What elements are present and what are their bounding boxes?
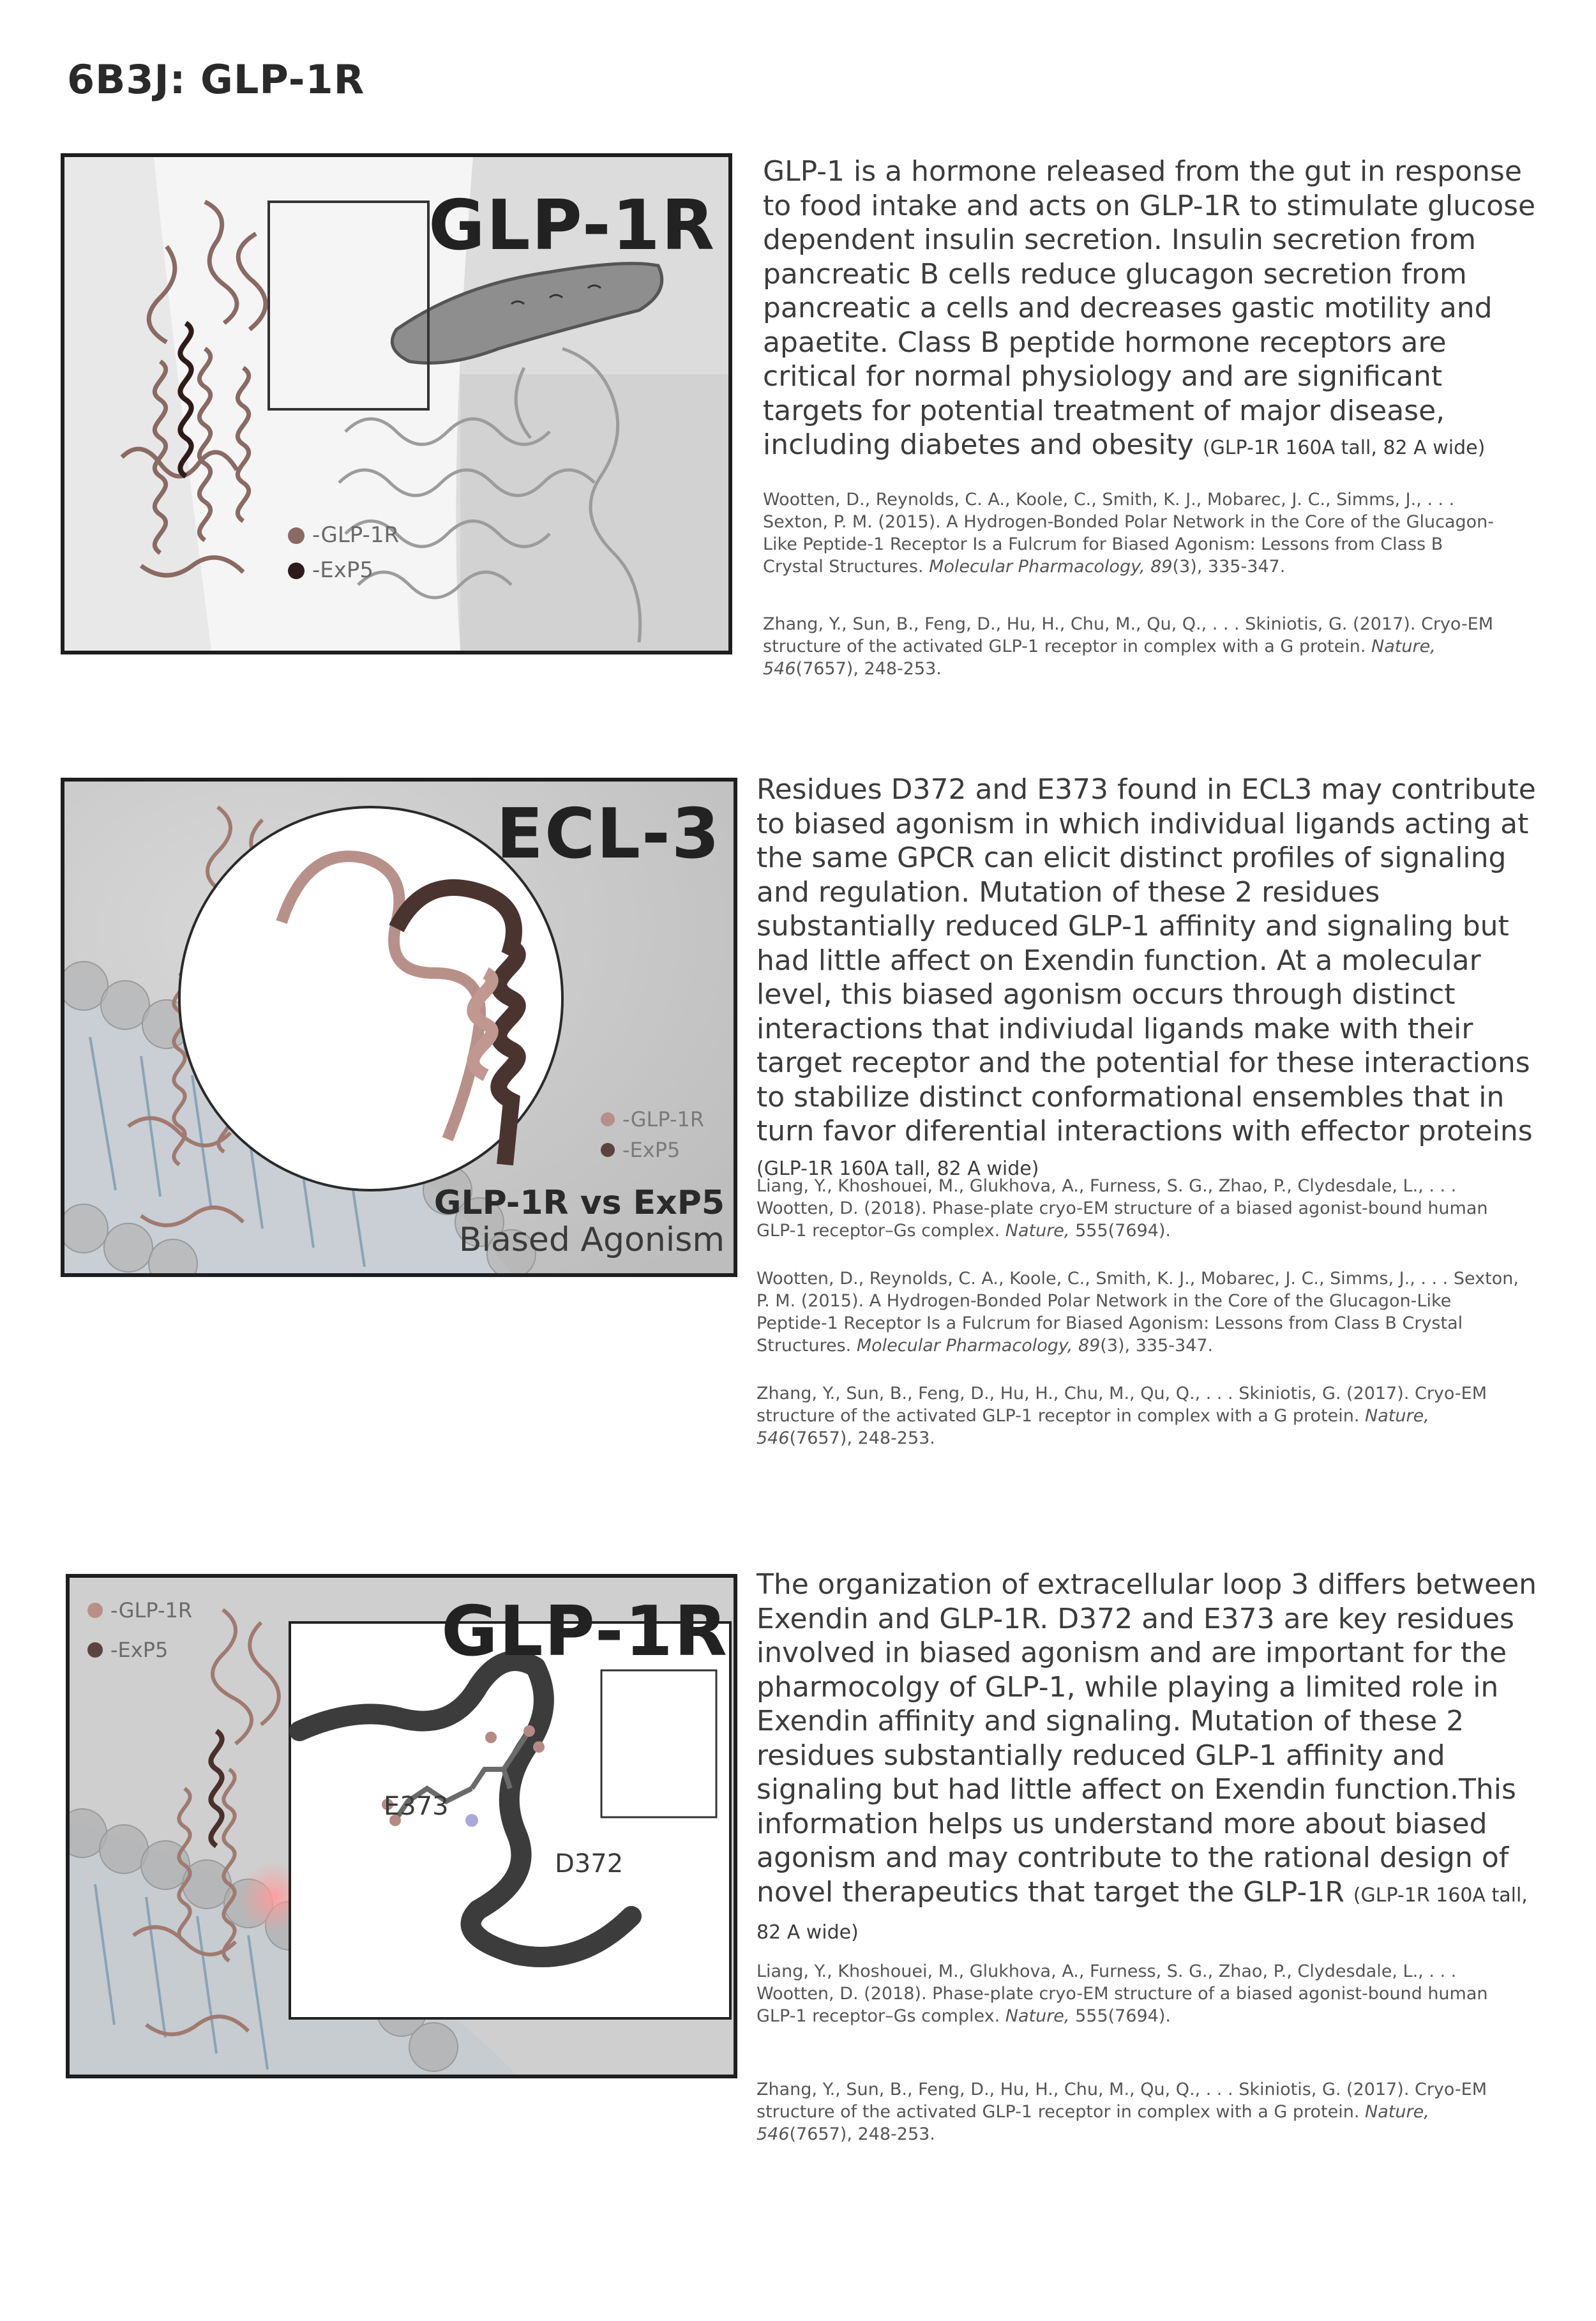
legend-item-glp1r	[288, 518, 399, 553]
exp5-dot-icon	[601, 1143, 615, 1157]
reference: Zhang, Y., Sun, B., Feng, D., Hu, H., Chu, M., Qu, Q., . . . Skiniotis, G. (2017). Cryo-EM structure of the activated GLP-1 receptor in complex with a G protein. Nature, 546(7657), 248-253.	[757, 1384, 1487, 1448]
legend-label: -ExP5	[312, 557, 374, 583]
legend-item-exp5	[87, 1630, 192, 1670]
caption-light: Biased Agonism	[458, 1221, 725, 1259]
residue-label-e373: E373	[384, 1792, 449, 1821]
section-2-paragraph	[757, 773, 1548, 1186]
legend-item-glp1r	[87, 1591, 192, 1630]
reference: Wootten, D., Reynolds, C. A., Koole, C., Smith, K. J., Mobarec, J. C., Simms, J., . . . Sexton, P. M. (2015). A Hydrogen-Bonded Polar Network in the Core of the Glucagon-Like Peptide-1 Receptor Is a Fulcrum for Biased Agonism: Lessons from Class B Crystal Structures. Molecular Pharmacology, 89(3), 335-347.	[757, 1269, 1519, 1356]
legend-label: -ExP5	[622, 1138, 681, 1162]
section-3-paragraph	[757, 1568, 1542, 1950]
paragraph-text: Residues D372 and E373 found in ECL3 may contribute to biased agonism in which individual ligands acting at the same GPCR can elicit distinct profiles of signaling and regulation. Mutation of these 2 residues substantially reduced GLP-1 affinity and signaling but had little affect on Exendin function. At a molecular level, this biased agonism occurs through distinct interactions that indiviudal ligands make with their target receptor and the potential for these interactions to stabilize distinct conformational ensembles that in turn favor diferential interactions with effector proteins	[757, 773, 1536, 1147]
legend-item-exp5	[601, 1135, 704, 1165]
legend-item-exp5	[288, 553, 399, 588]
reference: Liang, Y., Khoshouei, M., Glukhova, A., Furness, S. G., Zhao, P., Clydesdale, L., . . . Wootten, D. (2018). Phase-plate cryo-EM structure of a biased agonist-bound human GLP-1 receptor–Gs complex. Nature, 555(7694).	[757, 1176, 1488, 1241]
panel-1-legend	[288, 518, 399, 588]
paragraph-text: GLP-1 is a hormone released from the gut in response to food intake and acts on GLP-1R to stimulate glucose dependent insulin secretion. Insulin secretion from pancreatic B cells reduce glucagon secretion from pancreatic a cells and decreases gastic motility and apaetite. Class B peptide hormone receptors are critical for normal physiology and are significant targets for potential treatment of major disease, including diabetes and obesity	[763, 155, 1536, 461]
reference: Wootten, D., Reynolds, C. A., Koole, C., Smith, K. J., Mobarec, J. C., Simms, J., . . . Sexton, P. M. (2015). A Hydrogen-Bonded Polar Network in the Core of the Glucagon-Like Peptide-1 Receptor Is a Fulcrum for Biased Agonism: Lessons from Class B Crystal Structures. Molecular Pharmacology, 89(3), 335-347.	[763, 490, 1494, 577]
reference: Zhang, Y., Sun, B., Feng, D., Hu, H., Chu, M., Qu, Q., . . . Skiniotis, G. (2017). Cryo-EM structure of the activated GLP-1 receptor in complex with a G protein. Nature, 546(7657), 248-253.	[757, 2080, 1487, 2144]
legend-label: -GLP-1R	[110, 1598, 193, 1622]
glp1r-dot-icon	[601, 1112, 615, 1126]
exp5-dot-icon	[288, 563, 305, 579]
panel-2-caption	[434, 1184, 725, 1258]
section-3-references	[757, 1960, 1523, 2181]
panel-2-legend	[601, 1104, 704, 1165]
section-1-paragraph	[763, 155, 1542, 465]
page-title: 6B3J: GLP-1R	[67, 56, 365, 103]
glp1r-dot-icon	[288, 527, 305, 544]
panel-2-illustration	[61, 778, 737, 1277]
residue-label-d372: D372	[555, 1849, 624, 1879]
section-2-references	[757, 1175, 1523, 1485]
section-1-references	[763, 488, 1497, 715]
legend-label: -GLP-1R	[622, 1107, 705, 1131]
caption-bold: GLP-1R vs ExP5	[433, 1184, 725, 1222]
panel-1-title: GLP-1R	[428, 186, 716, 266]
glp1r-dot-icon	[87, 1603, 103, 1618]
dimension-note: (GLP-1R 160A tall, 82 A wide)	[757, 1157, 1039, 1180]
exp5-dot-icon	[87, 1642, 103, 1658]
legend-item-glp1r	[601, 1104, 704, 1135]
panel-3-legend	[87, 1591, 192, 1670]
panel-1-illustration	[61, 153, 732, 654]
panel-3-illustration	[66, 1574, 737, 2078]
legend-label: -GLP-1R	[312, 522, 400, 548]
panel-3-title: GLP-1R	[441, 1592, 728, 1672]
legend-label: -ExP5	[110, 1638, 169, 1662]
dimension-note: (GLP-1R 160A tall, 82 A wide)	[1202, 437, 1486, 459]
panel-2-title: ECL-3	[496, 794, 721, 874]
dimension-note: (GLP-1R 160A tall, 82 A wide)	[757, 1884, 1528, 1944]
paragraph-text: The organization of extracellular loop 3 differs between Exendin and GLP-1R. D372 and E373 are key residues involved in biased agonism and are important for the pharmocolgy of GLP-1, while playing a limited role in Exendin affinity and signaling. Mutation of these 2 residues substantially reduced GLP-1 affinity and signaling but had little affect on Exendin function.This information helps us understand more about biased agonism and may contribute to the rational design of novel therapeutics that target the GLP-1R	[757, 1568, 1537, 1909]
reference: Liang, Y., Khoshouei, M., Glukhova, A., Furness, S. G., Zhao, P., Clydesdale, L., . . . Wootten, D. (2018). Phase-plate cryo-EM structure of a biased agonist-bound human GLP-1 receptor–Gs complex. Nature, 555(7694).	[757, 1962, 1488, 2026]
reference: Zhang, Y., Sun, B., Feng, D., Hu, H., Chu, M., Qu, Q., . . . Skiniotis, G. (2017). Cryo-EM structure of the activated GLP-1 receptor in complex with a G protein. Nature, 546(7657), 248-253.	[763, 614, 1494, 679]
